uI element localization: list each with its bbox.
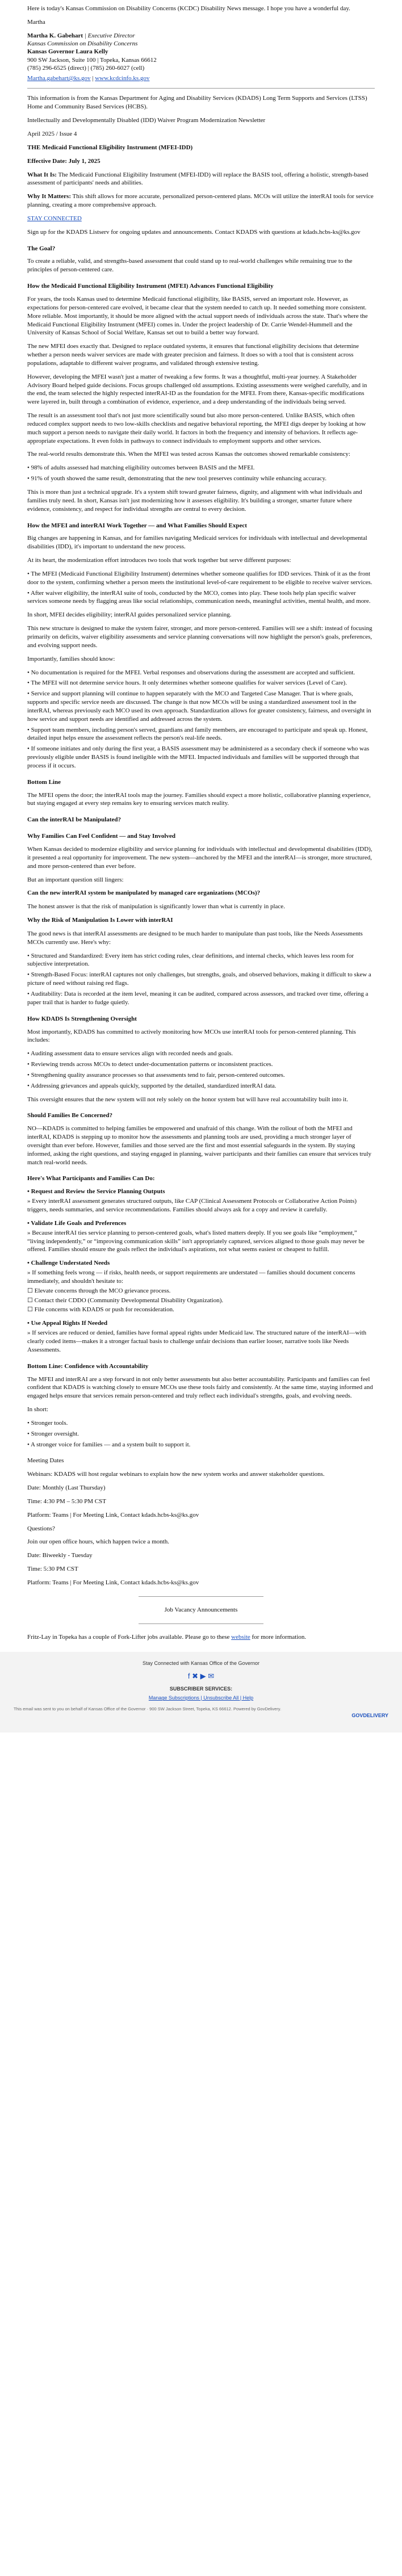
participants-groups (27, 1188, 375, 1354)
list-item: • A stronger voice for families — and a system built to support it. (27, 1441, 191, 1448)
govdelivery-logo: GOVDELIVERY (351, 1712, 388, 1718)
group-item: » If services are reduced or denied, families have formal appeal rights under Medicaid law. The structured nature of the interRAI—with clearly coded items—makes it a stronger factual basis to challenge unfair decisions than earlier looser, narrative tools like Needs Assessments. (27, 1329, 367, 1353)
paragraph: For years, the tools Kansas used to determine Medicaid functional eligibility, like BASIS, served an important role. However, as expectations for person-centered care evolved, it became clear that the system needed to catch up. It needed something more consistent. More reliable. Most importantly, it should be more aligned with the actual support needs of individuals across the state. That's where the Medicaid Functional Eligibility Instrument (MFEI) comes in. Under the project leadership of Dr. Carrie Wendel-Hummell and the University of Kansas School of Social Welfare, Kansas set out to build a better way forward. (27, 295, 368, 337)
what-label: What It Is: (27, 171, 57, 178)
paragraph: Most importantly, KDADS has committed to actively monitoring how MCOs use interRAI tools for person-centered planning. This includes: (27, 1028, 356, 1044)
paragraph: Join our open office hours, which happen twice a month. (27, 1538, 169, 1546)
tools-list (27, 570, 375, 606)
answer: The good news is that interRAI assessments are designed to be much harder to manipulate than past tools, like the Needs Assessments MCOs currently use. Here's why: (27, 930, 363, 946)
effective-date: Effective Date: July 1, 2025 (27, 157, 101, 165)
results-list (27, 464, 375, 483)
paragraph: Big changes are happening in Kansas, and for families navigating Medicaid services for individuals with intellectual and developmental disabilities (IDD), it's important to understand the new process. (27, 535, 367, 551)
list-item: • Service and support planning will continue to happen separately with the MCO and Targeted Case Manager. That is where goals, supports and specific service needs are discussed. The change is that now MCOs will be using a standardized assessment tool in the interRAI, whereas previously each MCO used its own approach. Standardization allows for greater consistency, fairness, and oversight in how service and support needs are identified and addressed across the system. (27, 690, 371, 723)
list-item: • Structured and Standardized: Every item has strict coding rules, clear definitions, and internal checks, which leaves less room for subjective interpretation. (27, 952, 354, 968)
signature-role: | Executive Director (83, 32, 135, 39)
list-item: • The MFEI (Medicaid Functional Eligibility Instrument) determines whether someone qualifies for IDD services. Think of it as the front door to the system, confirming whether a person meets the institutional level-of-care requirement to be eligible to receive waiver services. (27, 570, 372, 586)
intro-line: Here is today's Kansas Commission on Disability Concerns (KCDC) Disability News message. I hope you have a wonderful day. (27, 5, 350, 12)
group-item: » Because interRAI ties service planning to person-centered goals, what's listed matters deeply. If you see goals like “employment,” “living independently,” or “improving communication skills” isn't appropriately captured, services aligned to those goals may never be offered. Families should ensure the goals reflect the individual's aspirations, not what seems easiest or cheapest to fulfill. (27, 1229, 365, 1253)
goal-heading: The Goal? (27, 245, 56, 252)
goal-text: To create a reliable, valid, and strengths-based assessment that could stand up to real-world challenges while remaining true to the principles of person-centered care. (27, 258, 353, 274)
group-title: • Use Appeal Rights If Needed (27, 1320, 108, 1327)
paragraph: In short: (27, 1406, 48, 1413)
signup-text: Sign up for the KDADS Listserv for ongoing updates and announcements. Contact KDADS with questions at kdads.hcbs-ks@ks.gov (27, 228, 361, 236)
why-it-matters (27, 192, 375, 209)
signature-office: Kansas Governor Laura Kelly (27, 48, 108, 56)
subscriber-heading: SUBSCRIBER SERVICES: (169, 1686, 233, 1692)
paragraph: The MFEI opens the door; the interRAI tools map the journey. Families should expect a more holistic, collaborative planning experience, but staying engaged at every step remains key to ensuring services match reality. (27, 791, 371, 807)
meeting-date: Date: Monthly (Last Thursday) (27, 1484, 106, 1492)
question: Why the Risk of Manipulation Is Lower with interRAI (27, 917, 173, 924)
group-item: ☐ File concerns with KDADS or push for reconsideration. (27, 1306, 174, 1314)
list-item: • Strength-Based Focus: interRAI captures not only challenges, but strengths, goals, and observed behaviors, making it difficult to skew a picture of need without raising red flags. (27, 971, 371, 987)
paragraph: In short, MFEI decides eligibility; interRAI guides personalized service planning. (27, 611, 232, 619)
confidence-heading: Bottom Line: Confidence with Accountability (27, 1362, 149, 1370)
signature-phones: (785) 296-6525 (direct) | (785) 260-6027 (cell) (27, 64, 145, 72)
divider (139, 1596, 263, 1597)
answer: The honest answer is that the risk of manipulation is significantly lower than what is currently in place. (27, 903, 285, 911)
meetings-heading: Meeting Dates (27, 1457, 64, 1465)
list-item: • Strengthening quality assurance processes so that assessments tend to fair, person-centered outcomes. (27, 1071, 285, 1079)
meeting-time: Time: 5:30 PM CST (27, 1566, 78, 1573)
why-label: Why It Matters: (27, 193, 71, 200)
signature-block (27, 32, 375, 83)
email-footer (0, 1652, 402, 1732)
newsletter-issue: April 2025 / Issue 4 (27, 131, 77, 137)
what-it-is (27, 171, 375, 188)
oversight-heading: How KDADS Is Strengthening Oversight (27, 1015, 137, 1022)
divider (27, 88, 375, 89)
questions: Questions? (27, 1525, 55, 1532)
notes-list (27, 669, 375, 770)
paragraph: The MFEI and interRAI are a step forward in not only better assessments but also better accountability. Participants and families can feel confident that KDADS is watching closely to ensure MCOs use these tools fairly and consistently. At the same time, staying informed and engaged helps ensure that services remain person-centered and truly reflect each individual's strengths, goals, and evolving needs. (27, 1375, 373, 1400)
list-item: • Support team members, including person's served, guardians and family members, are encouraged to participate and speak up. Honest, detailed input helps ensure the assessment reflects the person's real-life needs. (27, 726, 368, 742)
in-short-list (27, 1419, 375, 1449)
legal-text: This email was sent to you on behalf of Kansas Office of the Governor · 900 SW Jackson Street, Topeka, KS 66612. Powered by GovDelivery. (14, 1706, 282, 1711)
group-item: » If something feels wrong — if risks, health needs, or support requirements are understated — families should document concerns immediately, and shouldn't hesitate to: (27, 1269, 355, 1285)
paragraph: The new MFEI does exactly that. Designed to replace outdated systems, it ensures that functional eligibility decisions that determine whether a person needs waiver services are made with greater precision and fairness. It does so with a tool that is consistent across populations, adaptable to different waiver programs, and validated through extensive testing. (27, 343, 359, 367)
paragraph: When Kansas decided to modernize eligibility and service planning for individuals with intellectual and developmental disabilities (IDD), it presented a real opportunity for improvement. The new system—anchored by the MFEI and the interRAI—is stronger, more structured, and more person-centered than ever before. (27, 846, 372, 870)
jobs-website-link[interactable]: website (231, 1633, 250, 1641)
list-item: • Stronger oversight. (27, 1430, 79, 1437)
intro-greeting: Martha (27, 18, 45, 26)
signature-name-line (27, 32, 375, 40)
jobs-heading: Job Vacancy Announcements (164, 1606, 238, 1613)
signature-links: Martha.gabehart@ks.gov | www.kcdcinfo.ks.gov (27, 75, 150, 82)
manipulated-heading: Can the interRAI be Manipulated? (27, 816, 122, 824)
list-item: • Auditing assessment data to ensure services align with recorded needs and goals. (27, 1050, 233, 1058)
question: Can the new interRAI system be manipulated by managed care organizations (MCOs)? (27, 890, 261, 897)
stay-connected-footer: Stay Connected with Kansas Office of the Governor (143, 1660, 259, 1666)
group-title: • Challenge Understated Needs (27, 1260, 110, 1267)
list-item: • Reviewing trends across MCOs to detect under-documentation patterns or inconsistent practices. (27, 1061, 273, 1068)
paragraph: Importantly, families should know: (27, 655, 115, 662)
paragraph: NO—KDADS is committed to helping families be empowered and unafraid of this change. With the rollout of both the MFEI and interRAI, KDADS is stepping up to monitor how the assessments and planning tools are used, providing a much stronger layer of oversight than ever before. However, families and those served are the first and most essential safeguards in the system. By staying informed, asking the right questions, and staying engaged in planning, waiver participants and their families can ensure that services truly match real-world needs. (27, 1125, 372, 1166)
paragraph: Webinars: KDADS will host regular webinars to explain how the new system works and answer stakeholder questions. (27, 1471, 325, 1478)
group-title: • Request and Review the Service Planning Outputs (27, 1188, 165, 1195)
list-item: • No documentation is required for the MFEI. Verbal responses and observations during the assessment are accepted and sufficient. (27, 669, 355, 676)
list-item: • If someone initiates and only during the first year, a BASIS assessment may be administered as a secondary check if someone who was previously eligible under BASIS is found ineligible with the MFEI. Impacted individuals and families will be supported through that process if it occurs. (27, 745, 370, 769)
signature-email-link[interactable]: Martha.gabehart@ks.gov (27, 75, 91, 82)
group-item: ☐ Elevate concerns through the MCO grievance process. (27, 1287, 171, 1294)
meeting-date: Date: Biweekly - Tuesday (27, 1552, 93, 1559)
group-title: • Validate Life Goals and Preferences (27, 1219, 127, 1227)
paragraph: However, developing the MFEI wasn't just a matter of tweaking a few forms. It was a thoughtful, multi-year journey. A Stakeholder Advisory Board helped guide decisions. Focus groups challenged old assumptions. Existing assessments were weighed carefully, and in the end, the team selected the highly respected interRAI-ID as the foundation for the MFEI. From there, Kansas-specific modifications were layered in, built through a combination of evidence, experience, and a deep understanding of the individuals being served. (27, 373, 367, 406)
participants-heading: Here's What Participants and Families Can Do: (27, 1175, 155, 1182)
signature-address: 900 SW Jackson, Suite 100 | Topeka, Kansas 66612 (27, 56, 157, 64)
group-item: » Every interRAI assessment generates structured outputs, like CAP (Clinical Assessment Protocols or Collaborative Action Points) triggers, needs summaries, and service recommendations. Families should always ask for a copy and review it carefully. (27, 1198, 357, 1213)
why-text: This shift allows for more accurate, personalized person-centered plans. MCOs will utilize the interRAI tools for service planning, creating a more comprehensive approach. (27, 193, 374, 209)
paragraph: At its heart, the modernization effort introduces two tools that work together but serve different purposes: (27, 557, 291, 564)
what-text: The Medicaid Functional Eligibility Instrument (MFEI-IDD) will replace the BASIS tool, offering a holistic, strength-based assessment of participants' needs and abilities. (27, 171, 368, 187)
subscriber-links[interactable]: Manage Subscriptions | Unsubscribe All | Help (148, 1695, 254, 1701)
two-tools-heading: How the MFEI and interRAI Work Together — and What Families Should Expect (27, 522, 247, 529)
list-item: • The MFEI will not determine service hours. It only determines whether someone qualifies for waiver services (Level of Care). (27, 679, 347, 687)
list-item: • Stronger tools. (27, 1419, 68, 1427)
paragraph: The result is an assessment tool that's not just more scientifically sound but also more person-centered. Unlike BASIS, which often reduced complex support needs to two low-skills checklists and negative behavioral reporting, the MFEI digs deeper by looking at how much support a person needs to navigate their daily world. It factors in both the frequency and intensity of behaviors. It reflects age-appropriate expectations. It even folds in pathways to connect individuals to employment supports and other services. (27, 412, 366, 444)
forward-intro: This information is from the Kansas Department for Aging and Disability Services (KDADS) Long Term Supports and Services (LTSS) Home and Community Based Services (HCBS). (27, 95, 367, 111)
signature-site-link[interactable]: www.kcdcinfo.ks.gov (95, 75, 150, 82)
email-body (14, 0, 388, 1642)
divider (139, 1623, 263, 1624)
signature-name: Martha K. Gabehart (27, 32, 83, 39)
paragraph: This new structure is designed to make the system fairer, stronger, and more person-centered. Families will see a shift: instead of focusing primarily on deficits, waiver eligibility assessments and service planning conversations will now highlight the person's goals, preferences, and evolving support needs. (27, 625, 372, 649)
newsletter-headline: THE Medicaid Functional Eligibility Instrument (MFEI-IDD) (27, 144, 193, 151)
list-item: • 91% of youth showed the same result, demonstrating that the new tool preserves continuity while enhancing accuracy. (27, 475, 327, 483)
oversight-list (27, 1050, 375, 1090)
signature-org: Kansas Commission on Disability Concerns (27, 40, 138, 47)
list-item: • 98% of adults assessed had matching eligibility outcomes between BASIS and the MFEI. (27, 464, 255, 472)
manipulated-subheading: Why Families Can Feel Confident — and Stay Involved (27, 833, 175, 840)
concerned-heading: Should Families Be Concerned? (27, 1112, 113, 1119)
list-item: • Auditability: Data is recorded at the item level, meaning it can be audited, compared across assessors, and tracked over time, offering a paper trail that is harder to fudge quietly. (27, 990, 368, 1006)
group-item: ☐ Contact their CDDO (Community Developmental Disability Organization). (27, 1297, 224, 1304)
meeting-platform: Platform: Teams | For Meeting Link, Contact kdads.hcbs-ks@ks.gov (27, 1579, 199, 1586)
stay-connected-link[interactable]: STAY CONNECTED (27, 215, 82, 222)
paragraph: But an important question still lingers: (27, 876, 124, 883)
meeting-platform: Platform: Teams | For Meeting Link, Contact kdads.hcbs-ks@ks.gov (27, 1511, 199, 1518)
bottom-line-heading: Bottom Line (27, 778, 61, 786)
jobs-text: Fritz-Lay in Topeka has a couple of Fork-Lifter jobs available. Please go to these website for more information. (27, 1633, 307, 1641)
how-advanced-paras (27, 295, 375, 459)
list-item: • Addressing grievances and appeals quickly, supported by the detailed, standardized interRAI data. (27, 1082, 277, 1089)
paragraph: This oversight ensures that the new system will not rely solely on the honor system but will have real accountability built into it. (27, 1096, 348, 1103)
list-item: • After waiver eligibility, the interRAI suite of tools, conducted by the MCO, comes into play. These tools help plan specific waiver services someone needs by flagging areas like social relationships, communication needs, meaningful activities, mental health, and more. (27, 589, 371, 605)
social-icons[interactable]: f ✖ ▶ ✉ (187, 1671, 215, 1680)
paragraph: This is more than just a technical upgrade. It's a system shift toward greater fairness, dignity, and alignment with what individuals and families truly need. In short, Kansas isn't just modernizing how it assesses eligibility. It's building a stronger, smarter future where evidence, consistency, and respect for individual strengths are central to every decision. (27, 489, 362, 513)
meeting-time: Time: 4:30 PM – 5:30 PM CST (27, 1497, 106, 1505)
paragraph: The real-world results demonstrate this. When the MFEI was tested across Kansas the outcomes showed remarkable consistency: (27, 451, 350, 458)
how-advanced-heading: How the Medicaid Functional Eligibility Instrument (MFEI) Advances Functional Eligibility (27, 283, 274, 290)
newsletter-title: Intellectually and Developmentally Disabled (IDD) Waiver Program Modernization Newsletter (27, 117, 266, 124)
reasons-list (27, 952, 375, 1007)
